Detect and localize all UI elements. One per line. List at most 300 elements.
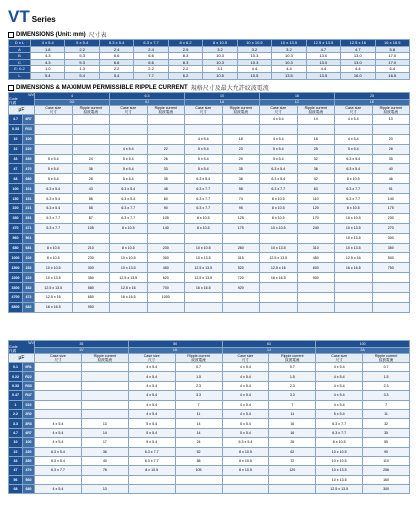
dimension-value: 17.0 — [375, 53, 409, 60]
case-size-cell: 5 x 5.4 — [110, 164, 148, 174]
ripple-current-cell: 58 — [72, 204, 110, 214]
dimension-value: 1.8 — [31, 46, 65, 53]
capacitance-code-cell: R33 — [23, 124, 35, 134]
case-size-cell: 10 x 10.5 — [35, 263, 73, 273]
capacitance-code-cell: 330 — [23, 456, 35, 465]
case-size-cell: 5 x 5.4 — [35, 174, 73, 184]
ripple-current-cell: 24 — [72, 154, 110, 164]
case-size-cell — [222, 485, 269, 494]
capacitance-code-cell: R33 — [23, 381, 35, 390]
case-size-cell: 12.5 x 16 — [110, 283, 148, 293]
ripple-current-label: Ripple current — [93, 354, 116, 358]
ripple-current-cn: 紋波電流 — [191, 358, 206, 362]
case-size-cell — [185, 233, 223, 243]
dimension-value: 6.4 — [375, 66, 409, 73]
ripple-current-cell: 270 — [372, 223, 410, 233]
case-size-cell — [335, 283, 373, 293]
voltage-header: 63 — [222, 341, 316, 348]
ripple-current-cell: 7 — [363, 400, 410, 409]
table-row — [9, 154, 410, 164]
capacitance-code-cell: 101 — [23, 184, 35, 194]
ripple-heading: DIMENSIONS & MAXIMUM PERMISSIBLE RIPPLE CURRENT 規格尺寸及最大允許紋波電流 — [8, 83, 269, 92]
case-size-header — [35, 106, 73, 115]
ripple-current-label: Ripple current — [304, 106, 327, 110]
case-size-cell: 12.5 x 13.5 — [110, 273, 148, 283]
case-size-cell — [35, 124, 73, 134]
ripple-current-cell: 35 — [363, 428, 410, 437]
case-size-cell: 12.5 x 13.5 — [35, 283, 73, 293]
case-size-cell: 10 x 10.5 — [260, 223, 298, 233]
case-size-cell: 6.3 x 7.7 — [128, 447, 175, 456]
case-size-header — [316, 354, 363, 363]
dimension-label: A — [9, 46, 31, 53]
dimension-value: 4.4 — [237, 66, 271, 73]
ripple-table-high-voltage — [8, 340, 410, 494]
case-size-cell — [260, 283, 298, 293]
case-size-cell: 8 x 10.5 — [185, 213, 223, 223]
case-size-cell — [335, 124, 373, 134]
ripple-current-cell — [222, 302, 260, 312]
case-size-cell — [185, 115, 223, 125]
dimension-value: 4.7 — [341, 46, 375, 53]
ripple-current-cell: 350 — [372, 243, 410, 253]
case-size-cell: 5 x 5.4 — [128, 419, 175, 428]
case-size-cell: 4 x 5.4 — [185, 134, 223, 144]
ripple-current-cell: 950 — [72, 302, 110, 312]
case-size-label: Case size — [45, 106, 62, 110]
case-size-cell: 5 x 5.4 — [185, 164, 223, 174]
dimension-value: 13.5 — [306, 72, 340, 79]
case-size-header — [35, 354, 82, 363]
dimension-value: 3.1 — [203, 66, 237, 73]
case-size-cell: 10 x 10.5 — [185, 243, 223, 253]
case-size-cell: 5 x 5.4 — [316, 409, 363, 418]
case-size-cell — [222, 475, 269, 484]
ripple-current-cell: 120 — [297, 204, 335, 214]
ripple-current-cell: 28 — [372, 144, 410, 154]
ripple-current-cell: 11 — [269, 409, 316, 418]
ripple-current-cell: 55 — [363, 438, 410, 447]
ripple-current-cell — [222, 293, 260, 303]
dimension-label: L — [9, 72, 31, 79]
uf-label: μF — [9, 354, 35, 363]
ripple-current-cell: 52 — [175, 447, 222, 456]
dimension-value: 6.2 — [168, 72, 202, 79]
table-row — [9, 485, 410, 494]
capacitance-cell: 33 — [9, 154, 23, 164]
ripple-current-cell: 26 — [147, 154, 185, 164]
ripple-current-header — [175, 354, 222, 363]
case-size-cell: 8 x 10.5 — [110, 223, 148, 233]
case-size-cell: 6.3 x 5.4 — [335, 164, 373, 174]
ripple-current-cell — [222, 115, 260, 125]
capacitance-code-cell: 010 — [23, 400, 35, 409]
capacitance-cell: 1500 — [9, 263, 23, 273]
dimension-value: 4.3 — [31, 59, 65, 66]
ripple-current-cell: 14 — [175, 419, 222, 428]
table-row — [9, 194, 410, 204]
capacitance-cell: 6800 — [9, 302, 23, 312]
dimension-value: 5.4 — [99, 72, 133, 79]
table-row — [9, 381, 410, 390]
case-size-cell: 6.3 x 7.7 — [185, 204, 223, 214]
case-size-cell: 4 x 5.4 — [335, 115, 373, 125]
capacitance-cell: 56 — [9, 475, 23, 484]
case-size-header — [128, 354, 175, 363]
table-row — [9, 447, 410, 456]
case-size-cell: 6.3 x 7.7 — [316, 428, 363, 437]
case-size-cell: 4 x 5.4 — [222, 363, 269, 372]
case-size-cell: 4 x 5.4 — [222, 409, 269, 418]
ripple-current-cell: 240 — [297, 223, 335, 233]
capacitance-cell: 100 — [9, 184, 23, 194]
ripple-current-cell: 160 — [363, 475, 410, 484]
capacitance-cell: 10 — [9, 134, 23, 144]
case-size-cell — [35, 409, 82, 418]
dimension-value: 6.6 — [99, 59, 133, 66]
capacitance-code-cell: 472 — [23, 293, 35, 303]
dimension-value: 3.2 — [203, 46, 237, 53]
table-row — [9, 273, 410, 283]
case-size-cell: 8 x 10.5 — [335, 204, 373, 214]
dimension-value: 17.0 — [375, 59, 409, 66]
dimension-label: B — [9, 53, 31, 60]
case-size-cell: 6.3 x 7.7 — [110, 213, 148, 223]
dimension-row — [9, 53, 410, 60]
ripple-current-cell — [81, 372, 128, 381]
case-size-header — [222, 354, 269, 363]
capacitance-cell: 220 — [9, 204, 23, 214]
ripple-current-cell: 58 — [222, 184, 260, 194]
table-row — [9, 293, 410, 303]
dimension-value: 4.3 — [31, 53, 65, 60]
case-size-cell: 10 x 13.5 — [316, 466, 363, 475]
case-size-cell: 12.5 x 16 — [35, 293, 73, 303]
ripple-current-cell: 35 — [222, 164, 260, 174]
table-row — [9, 283, 410, 293]
dimension-value: 5.4 — [31, 72, 65, 79]
ripple-current-cell: 350 — [72, 273, 110, 283]
dimension-value: 2.9 — [168, 46, 202, 53]
case-size-cell: 5 x 5.4 — [128, 438, 175, 447]
capacitance-cell: 2.2 — [9, 409, 23, 418]
series-title — [8, 7, 56, 25]
ripple-current-cell: 46 — [372, 174, 410, 184]
case-size-cell — [35, 134, 73, 144]
capacitance-cell: 150 — [9, 194, 23, 204]
ripple-current-header — [72, 106, 110, 115]
ripple-current-label: Ripple current — [229, 106, 252, 110]
case-size-cell — [35, 144, 73, 154]
ripple-current-cell: 256 — [363, 466, 410, 475]
table-row — [9, 233, 410, 243]
capacitance-code-cell: 102 — [23, 253, 35, 263]
case-size-cell — [35, 400, 82, 409]
case-size-cell: 5 x 5.4 — [260, 154, 298, 164]
size-header: 6.3 x 7.7 — [134, 40, 168, 47]
ripple-current-cell: 14 — [297, 115, 335, 125]
ripple-current-cell: 140 — [372, 194, 410, 204]
ripple-current-cell: 600 — [297, 263, 335, 273]
case-size-cell: 8 x 10.5 — [35, 253, 73, 263]
ripple-current-cell: 300 — [147, 253, 185, 263]
case-size-cell — [35, 372, 82, 381]
case-size-cell — [35, 233, 73, 243]
case-size-cell: 6.3 x 7.7 — [110, 204, 148, 214]
ripple-current-cell: 87 — [72, 213, 110, 223]
ripple-current-cell: 91 — [372, 184, 410, 194]
case-size-cell: 4 x 5.4 — [110, 144, 148, 154]
ripple-current-cell: 580 — [72, 283, 110, 293]
capacitance-code-cell: R47 — [23, 391, 35, 400]
capacitance-code-cell: 471 — [23, 223, 35, 233]
dimension-value: 6.6 — [99, 53, 133, 60]
ripple-current-cell: 22 — [147, 144, 185, 154]
capacitance-cell: 3.3 — [9, 419, 23, 428]
ripple-current-cell — [72, 134, 110, 144]
case-size-cell: 4 x 5.4 — [260, 134, 298, 144]
case-size-cell — [35, 363, 82, 372]
dimension-value: 10.3 — [203, 53, 237, 60]
capacitance-code-cell: R22 — [23, 372, 35, 381]
case-size-cell: 4 x 5.4 — [128, 391, 175, 400]
ripple-current-cell — [222, 124, 260, 134]
ripple-current-cell: 1.5 — [175, 372, 222, 381]
code-cn-label: 代碼 — [9, 101, 17, 105]
ripple-current-cell: 110 — [297, 194, 335, 204]
table-row — [9, 164, 410, 174]
case-size-cell — [335, 293, 373, 303]
dimension-value: 13.0 — [341, 59, 375, 66]
capacitance-code-cell: 221 — [23, 204, 35, 214]
ripple-current-cell: 450 — [297, 253, 335, 263]
size-header: 16 x 16.5 — [375, 40, 409, 47]
ripple-current-cell — [269, 475, 316, 484]
table-row — [9, 204, 410, 214]
ripple-current-cell: 29 — [222, 154, 260, 164]
dimension-row — [9, 72, 410, 79]
ripple-current-header — [297, 106, 335, 115]
case-size-header — [335, 106, 373, 115]
ripple-current-cell: 36 — [297, 164, 335, 174]
case-size-cell: 12.5 x 16 — [335, 253, 373, 263]
ripple-current-cell: 720 — [222, 273, 260, 283]
case-size-cell: 6.3 x 7.7 — [335, 194, 373, 204]
dimension-value: 4.4 — [341, 66, 375, 73]
case-size-cell: 4 x 5.4 — [35, 428, 82, 437]
ripple-current-header — [81, 354, 128, 363]
ripple-current-cell: 40 — [81, 456, 128, 465]
ripple-current-cell — [81, 363, 128, 372]
case-size-label: Case size — [237, 354, 254, 358]
dimension-value: 2.2 — [168, 66, 202, 73]
ripple-current-cell: 650 — [72, 293, 110, 303]
case-size-cell: 6.3 x 7.7 — [316, 419, 363, 428]
case-size-cell: 5 x 5.4 — [35, 154, 73, 164]
case-size-cell: 4 x 5.4 — [128, 363, 175, 372]
case-size-cell: 16 x 16.5 — [110, 293, 148, 303]
case-size-cell — [110, 302, 148, 312]
ripple-current-cell — [72, 233, 110, 243]
capacitance-code-cell: 3R3 — [23, 419, 35, 428]
ripple-current-cell: 260 — [222, 243, 260, 253]
ripple-current-label: Ripple current — [187, 354, 210, 358]
voltage-code-header: 1J — [222, 347, 316, 354]
ripple-current-cell: 230 — [147, 243, 185, 253]
case-size-cell: 4 x 5.4 — [222, 372, 269, 381]
case-size-cell: 4 x 5.4 — [35, 485, 82, 494]
ripple-current-cn: 紋波電流 — [285, 358, 300, 362]
case-size-cell: 6.3 x 5.4 — [35, 184, 73, 194]
ripple-current-cell: 16 — [269, 419, 316, 428]
ripple-current-cell: 13 — [81, 419, 128, 428]
ripple-current-cn: 紋波電流 — [233, 110, 248, 114]
case-size-label: Case size — [345, 106, 362, 110]
table-row — [9, 124, 410, 134]
capacitance-code-cell: 680 — [23, 485, 35, 494]
ripple-current-cn: 紋波電流 — [83, 110, 98, 114]
ripple-current-cell: 24 — [175, 438, 222, 447]
ripple-current-cell: 62 — [269, 447, 316, 456]
case-size-label: Case size — [50, 354, 66, 358]
ripple-current-label: Ripple current — [79, 106, 102, 110]
ripple-current-cell — [372, 293, 410, 303]
ripple-current-cell: 230 — [72, 253, 110, 263]
case-size-cell — [110, 233, 148, 243]
ripple-current-cell — [147, 233, 185, 243]
ripple-current-label: Ripple current — [374, 354, 398, 358]
table-row — [9, 428, 410, 437]
capacitance-code-cell: 220 — [23, 447, 35, 456]
wv-code-corner — [9, 93, 35, 106]
dimension-value: 5.8 — [375, 46, 409, 53]
dimension-value: 3.2 — [237, 46, 271, 53]
ripple-current-cell: 2.3 — [175, 381, 222, 390]
case-size-cell: 8 x 10.5 — [222, 466, 269, 475]
dimension-value: 5.3 — [65, 53, 99, 60]
ripple-current-cell: 920 — [222, 283, 260, 293]
case-size-cell: 10 x 10.5 — [335, 213, 373, 223]
dimension-row — [9, 46, 410, 53]
voltage-header: 100 — [316, 341, 410, 348]
case-size-cell: 4 x 5.4 — [260, 115, 298, 125]
dimension-value: 3.2 — [272, 46, 306, 53]
dimension-value: 1.3 — [65, 66, 99, 73]
ripple-current-cell: 16 — [297, 134, 335, 144]
ripple-current-cell: 110 — [363, 456, 410, 465]
ripple-current-cell: 72 — [269, 456, 316, 465]
ripple-current-cell: 23 — [222, 144, 260, 154]
dimensions-table — [8, 39, 410, 80]
case-size-cell: 4 x 5.4 — [128, 409, 175, 418]
capacitance-cell: 4700 — [9, 293, 23, 303]
capacitance-cell: 68 — [9, 174, 23, 184]
ripple-current-header — [372, 106, 410, 115]
ripple-current-cell: 35 — [147, 174, 185, 184]
capacitance-code-cell: 682 — [23, 302, 35, 312]
capacitance-code-cell: 222 — [23, 273, 35, 283]
wv-label: WV — [28, 341, 34, 345]
case-size-label: Case size — [270, 106, 287, 110]
case-size-cell — [35, 475, 82, 484]
ripple-current-cell: 300 — [372, 233, 410, 243]
ripple-current-cell: 170 — [297, 213, 335, 223]
dimension-value: 4.7 — [306, 46, 340, 53]
capacitance-cell: 560 — [9, 233, 23, 243]
ripple-current-cell: 175 — [372, 204, 410, 214]
capacitance-code-cell: 561 — [23, 233, 35, 243]
table-row — [9, 363, 410, 372]
ripple-current-cell: 40 — [372, 164, 410, 174]
table-row — [9, 372, 410, 381]
capacitance-cell: 0.47 — [9, 391, 23, 400]
case-size-cn: 尺寸 — [49, 110, 57, 114]
ripple-current-cell — [372, 283, 410, 293]
capacitance-cell: 680 — [9, 243, 23, 253]
table-row — [9, 438, 410, 447]
ripple-current-cn: 紋波電流 — [378, 358, 394, 362]
ripple-current-cell: 14 — [175, 428, 222, 437]
capacitance-cell: 0.1 — [9, 363, 23, 372]
case-size-cell: 4 x 5.4 — [316, 363, 363, 372]
dimension-value: 2.2 — [134, 66, 168, 73]
case-size-cell: 4 x 5.4 — [335, 134, 373, 144]
dimension-value: 10.3 — [237, 59, 271, 66]
case-size-cell: 6.3 x 5.4 — [35, 456, 82, 465]
capacitance-cell: 1000 — [9, 253, 23, 263]
ripple-current-cell: 315 — [222, 253, 260, 263]
ripple-current-cell: 210 — [72, 243, 110, 253]
ripple-current-cell: 63 — [297, 184, 335, 194]
case-size-cell: 6.3 x 5.4 — [35, 204, 73, 214]
table-row — [9, 456, 410, 465]
ripple-current-header — [269, 354, 316, 363]
ripple-current-cell — [175, 475, 222, 484]
ripple-current-cell: 18 — [222, 134, 260, 144]
case-size-cell: 6.3 x 5.4 — [110, 184, 148, 194]
case-size-cell — [35, 391, 82, 400]
ripple-current-label: Ripple current — [154, 106, 177, 110]
ripple-current-cell — [297, 233, 335, 243]
voltage-code-header: 1A — [185, 99, 260, 106]
ripple-current-cell: 32 — [297, 154, 335, 164]
ripple-current-cell: 0.7 — [175, 363, 222, 372]
case-size-cell — [110, 115, 148, 125]
ripple-current-cell — [269, 485, 316, 494]
capacitance-cell: 330 — [9, 213, 23, 223]
series-name: VT — [8, 7, 30, 26]
case-size-cell — [185, 124, 223, 134]
capacitance-cell: 2200 — [9, 273, 23, 283]
dimensions-header-row — [9, 40, 410, 47]
voltage-header: 50 — [128, 341, 222, 348]
ripple-current-cell: 120 — [269, 466, 316, 475]
case-size-cell: 4 x 5.4 — [222, 381, 269, 390]
ripple-current-cell — [81, 381, 128, 390]
dimension-value: 13.5 — [272, 72, 306, 79]
dimension-value: 16.5 — [375, 72, 409, 79]
case-size-cell — [128, 485, 175, 494]
case-size-cell: 10 x 13.5 — [335, 223, 373, 233]
capacitance-code-cell: 331 — [23, 213, 35, 223]
capacitance-cell: 4.7 — [9, 115, 23, 125]
dimension-value: 8.3 — [168, 53, 202, 60]
capacitance-code-cell: 220 — [23, 144, 35, 154]
dimension-value: 13.0 — [306, 53, 340, 60]
ripple-current-cell: 125 — [222, 213, 260, 223]
ripple-current-cell — [297, 283, 335, 293]
case-size-cell: 6.3 x 7.7 — [128, 456, 175, 465]
